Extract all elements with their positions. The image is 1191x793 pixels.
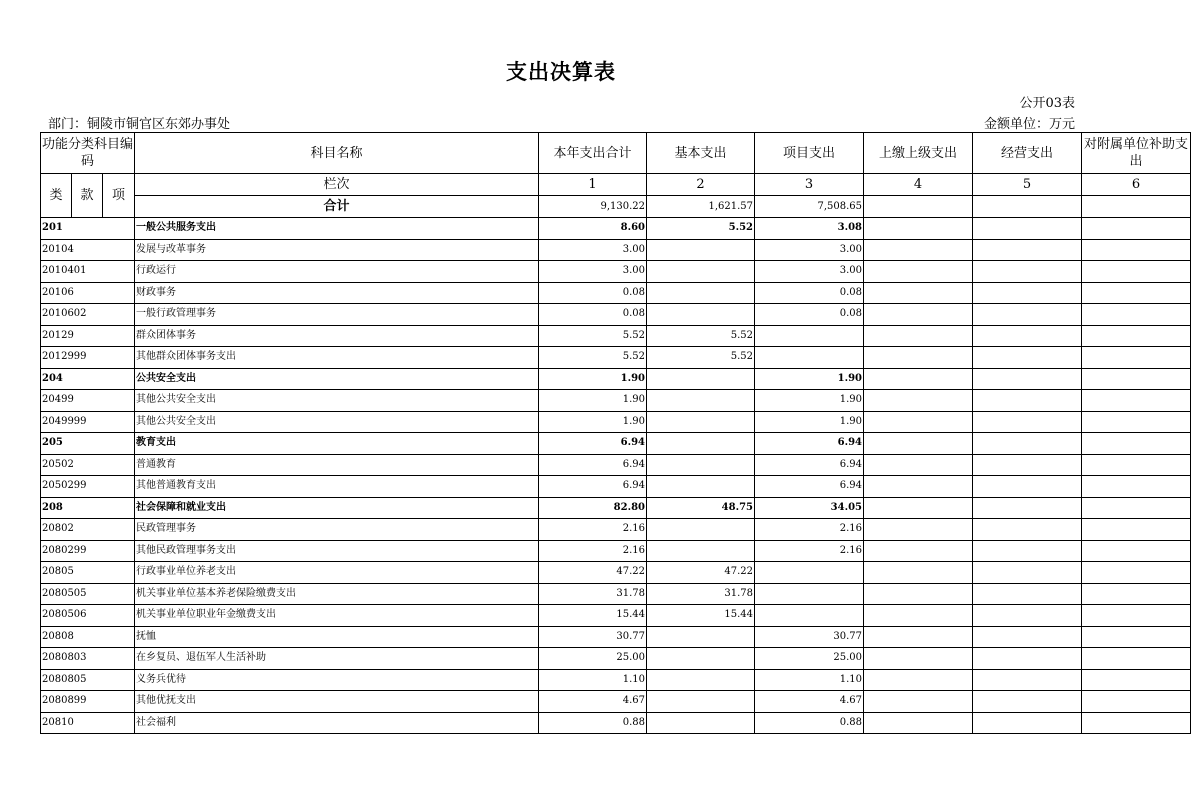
- row-name: 社会保障和就业支出: [135, 497, 539, 519]
- row-value-v4: [864, 540, 973, 562]
- row-value-v3: 6.94: [755, 454, 864, 476]
- header-col-5: 经营支出: [973, 133, 1082, 174]
- row-value-v6: [1082, 239, 1191, 261]
- row-value-v5: [973, 454, 1082, 476]
- row-value-v3: 30.77: [755, 626, 864, 648]
- row-value-v2: [647, 691, 755, 713]
- header-row: [41, 133, 1191, 174]
- total-label: 合计: [135, 196, 539, 218]
- row-value-v3: 6.94: [755, 476, 864, 498]
- row-value-v1: 5.52: [539, 325, 647, 347]
- row-value-v3: 1.10: [755, 669, 864, 691]
- row-name: 群众团体事务: [135, 325, 539, 347]
- row-value-v5: [973, 390, 1082, 412]
- row-value-v5: [973, 368, 1082, 390]
- row-value-v1: 8.60: [539, 218, 647, 240]
- row-value-v6: [1082, 648, 1191, 670]
- row-value-v3: 1.90: [755, 368, 864, 390]
- row-name: 机关事业单位基本养老保险缴费支出: [135, 583, 539, 605]
- row-value-v3: 3.00: [755, 239, 864, 261]
- row-name: 公共安全支出: [135, 368, 539, 390]
- row-value-v4: [864, 325, 973, 347]
- row-name: 机关事业单位职业年金缴费支出: [135, 605, 539, 627]
- row-value-v5: [973, 691, 1082, 713]
- row-value-v2: [647, 712, 755, 734]
- row-code: 2049999: [41, 411, 135, 433]
- row-value-v1: 47.22: [539, 562, 647, 584]
- row-value-v3: 1.90: [755, 390, 864, 412]
- table-row: [41, 540, 1191, 562]
- row-value-v3: 0.08: [755, 304, 864, 326]
- row-value-v5: [973, 282, 1082, 304]
- row-code: 204: [41, 368, 135, 390]
- row-value-v4: [864, 304, 973, 326]
- row-value-v4: [864, 605, 973, 627]
- row-code: 2080506: [41, 605, 135, 627]
- total-v4: [864, 196, 973, 218]
- row-value-v6: [1082, 605, 1191, 627]
- row-value-v2: [647, 433, 755, 455]
- table-row: [41, 669, 1191, 691]
- row-name: 其他优抚支出: [135, 691, 539, 713]
- row-code: 2010602: [41, 304, 135, 326]
- row-name: 一般行政管理事务: [135, 304, 539, 326]
- row-value-v3: 0.88: [755, 712, 864, 734]
- row-value-v6: [1082, 519, 1191, 541]
- row-value-v6: [1082, 476, 1191, 498]
- table-row: [41, 368, 1191, 390]
- row-value-v4: [864, 218, 973, 240]
- department-label: 部门：铜陵市铜官区东郊办事处: [48, 117, 231, 132]
- row-value-v1: 1.90: [539, 390, 647, 412]
- row-code: 205: [41, 433, 135, 455]
- row-code: 201: [41, 218, 135, 240]
- header-code: 功能分类科目编码: [41, 133, 135, 174]
- table-row: [41, 390, 1191, 412]
- row-code: 20129: [41, 325, 135, 347]
- row-value-v5: [973, 626, 1082, 648]
- row-value-v2: 47.22: [647, 562, 755, 584]
- row-value-v1: 30.77: [539, 626, 647, 648]
- col-num-3: 3: [755, 174, 864, 196]
- col-num-2: 2: [647, 174, 755, 196]
- col-num-6: 6: [1082, 174, 1191, 196]
- row-value-v4: [864, 712, 973, 734]
- row-value-v3: 1.90: [755, 411, 864, 433]
- header-col-1: 本年支出合计: [539, 133, 647, 174]
- row-value-v1: 1.90: [539, 368, 647, 390]
- row-value-v3: [755, 605, 864, 627]
- row-value-v4: [864, 239, 973, 261]
- row-value-v5: [973, 669, 1082, 691]
- row-value-v3: 34.05: [755, 497, 864, 519]
- row-value-v2: [647, 368, 755, 390]
- row-value-v6: [1082, 691, 1191, 713]
- row-value-v2: [647, 239, 755, 261]
- row-value-v2: [647, 669, 755, 691]
- table-row: [41, 282, 1191, 304]
- row-value-v1: 6.94: [539, 433, 647, 455]
- form-number: 公开03表: [1019, 96, 1075, 111]
- row-code: 2012999: [41, 347, 135, 369]
- row-name: 其他公共安全支出: [135, 390, 539, 412]
- row-value-v4: [864, 261, 973, 283]
- row-value-v3: 2.16: [755, 540, 864, 562]
- row-value-v6: [1082, 261, 1191, 283]
- row-value-v6: [1082, 583, 1191, 605]
- table-row: [41, 411, 1191, 433]
- table-row: [41, 712, 1191, 734]
- table-row: [41, 261, 1191, 283]
- row-value-v4: [864, 519, 973, 541]
- row-value-v1: 6.94: [539, 476, 647, 498]
- row-name: 民政管理事务: [135, 519, 539, 541]
- row-value-v3: 3.00: [755, 261, 864, 283]
- table-row: [41, 691, 1191, 713]
- row-value-v3: [755, 562, 864, 584]
- row-value-v1: 4.67: [539, 691, 647, 713]
- row-value-v5: [973, 347, 1082, 369]
- row-value-v1: 2.16: [539, 519, 647, 541]
- row-value-v4: [864, 648, 973, 670]
- row-value-v2: [647, 540, 755, 562]
- row-value-v2: [647, 626, 755, 648]
- row-value-v5: [973, 411, 1082, 433]
- row-value-v3: 3.08: [755, 218, 864, 240]
- row-code: 20808: [41, 626, 135, 648]
- row-value-v4: [864, 626, 973, 648]
- table-row: [41, 218, 1191, 240]
- row-value-v4: [864, 454, 973, 476]
- row-value-v5: [973, 261, 1082, 283]
- row-value-v6: [1082, 497, 1191, 519]
- table-row: [41, 433, 1191, 455]
- row-value-v5: [973, 476, 1082, 498]
- row-code: 20810: [41, 712, 135, 734]
- header-col-2: 基本支出: [647, 133, 755, 174]
- row-value-v1: 3.00: [539, 261, 647, 283]
- row-code: 20502: [41, 454, 135, 476]
- table-row: [41, 626, 1191, 648]
- row-name: 其他普通教育支出: [135, 476, 539, 498]
- row-name: 其他群众团体事务支出: [135, 347, 539, 369]
- row-value-v6: [1082, 325, 1191, 347]
- total-v2: 1,621.57: [647, 196, 755, 218]
- row-value-v2: 5.52: [647, 347, 755, 369]
- table-row: [41, 648, 1191, 670]
- row-value-v4: [864, 583, 973, 605]
- row-code: 2080803: [41, 648, 135, 670]
- row-value-v2: [647, 648, 755, 670]
- row-value-v5: [973, 218, 1082, 240]
- row-value-v4: [864, 368, 973, 390]
- row-value-v4: [864, 411, 973, 433]
- row-value-v1: 0.08: [539, 304, 647, 326]
- row-name: 一般公共服务支出: [135, 218, 539, 240]
- row-code: 2050299: [41, 476, 135, 498]
- table-row: [41, 605, 1191, 627]
- row-value-v2: [647, 411, 755, 433]
- row-value-v5: [973, 433, 1082, 455]
- row-value-v1: 5.52: [539, 347, 647, 369]
- row-code: 2080505: [41, 583, 135, 605]
- row-value-v1: 31.78: [539, 583, 647, 605]
- row-name: 发展与改革事务: [135, 239, 539, 261]
- row-name: 义务兵优待: [135, 669, 539, 691]
- row-value-v2: [647, 282, 755, 304]
- row-code: 20805: [41, 562, 135, 584]
- table-row: [41, 325, 1191, 347]
- row-value-v5: [973, 497, 1082, 519]
- row-value-v5: [973, 712, 1082, 734]
- row-value-v2: [647, 304, 755, 326]
- header-kuan: 款: [72, 174, 103, 218]
- row-value-v4: [864, 390, 973, 412]
- row-value-v3: [755, 347, 864, 369]
- row-value-v4: [864, 562, 973, 584]
- row-value-v5: [973, 325, 1082, 347]
- row-value-v3: 4.67: [755, 691, 864, 713]
- total-v5: [973, 196, 1082, 218]
- row-value-v4: [864, 347, 973, 369]
- amount-unit-label: 金额单位：万元: [983, 117, 1075, 132]
- row-value-v6: [1082, 433, 1191, 455]
- col-num-1: 1: [539, 174, 647, 196]
- row-value-v3: 0.08: [755, 282, 864, 304]
- row-value-v2: [647, 476, 755, 498]
- row-value-v6: [1082, 218, 1191, 240]
- row-value-v3: 6.94: [755, 433, 864, 455]
- row-value-v4: [864, 497, 973, 519]
- table-row: [41, 347, 1191, 369]
- row-value-v1: 6.94: [539, 454, 647, 476]
- total-row: [41, 196, 1191, 218]
- row-value-v2: 31.78: [647, 583, 755, 605]
- table-row: [41, 476, 1191, 498]
- row-value-v2: [647, 519, 755, 541]
- row-value-v3: 2.16: [755, 519, 864, 541]
- row-value-v6: [1082, 712, 1191, 734]
- total-v6: [1082, 196, 1191, 218]
- row-value-v2: 15.44: [647, 605, 755, 627]
- row-value-v1: 15.44: [539, 605, 647, 627]
- table-row: [41, 583, 1191, 605]
- row-value-v5: [973, 583, 1082, 605]
- header-col-6: 对附属单位补助支出: [1082, 133, 1191, 174]
- row-value-v4: [864, 282, 973, 304]
- row-value-v1: 25.00: [539, 648, 647, 670]
- row-name: 财政事务: [135, 282, 539, 304]
- table-row: [41, 239, 1191, 261]
- row-name: 其他民政管理事务支出: [135, 540, 539, 562]
- row-value-v6: [1082, 626, 1191, 648]
- expenditure-table: [40, 132, 1191, 734]
- header-xiang: 项: [103, 174, 135, 218]
- row-name: 抚恤: [135, 626, 539, 648]
- header-lanci: 栏次: [135, 174, 539, 196]
- row-value-v6: [1082, 390, 1191, 412]
- row-value-v4: [864, 669, 973, 691]
- row-code: 208: [41, 497, 135, 519]
- row-value-v3: 25.00: [755, 648, 864, 670]
- row-value-v5: [973, 239, 1082, 261]
- row-value-v5: [973, 605, 1082, 627]
- row-name: 教育支出: [135, 433, 539, 455]
- table-row: [41, 454, 1191, 476]
- row-value-v6: [1082, 669, 1191, 691]
- row-value-v6: [1082, 304, 1191, 326]
- row-value-v5: [973, 519, 1082, 541]
- table-row: [41, 497, 1191, 519]
- header-name: 科目名称: [135, 133, 539, 174]
- row-code: 2080299: [41, 540, 135, 562]
- row-value-v5: [973, 540, 1082, 562]
- row-value-v1: 0.08: [539, 282, 647, 304]
- row-code: 2080805: [41, 669, 135, 691]
- row-value-v1: 1.90: [539, 411, 647, 433]
- header-lei: 类: [41, 174, 72, 218]
- row-value-v5: [973, 648, 1082, 670]
- row-value-v6: [1082, 368, 1191, 390]
- header-col-4: 上缴上级支出: [864, 133, 973, 174]
- row-value-v2: [647, 390, 755, 412]
- col-num-5: 5: [973, 174, 1082, 196]
- row-name: 行政运行: [135, 261, 539, 283]
- row-name: 普通教育: [135, 454, 539, 476]
- row-value-v6: [1082, 540, 1191, 562]
- row-value-v3: [755, 325, 864, 347]
- row-value-v3: [755, 583, 864, 605]
- page-title: 支出决算表: [506, 60, 616, 84]
- row-value-v6: [1082, 347, 1191, 369]
- row-value-v1: 0.88: [539, 712, 647, 734]
- total-v1: 9,130.22: [539, 196, 647, 218]
- table-row: [41, 562, 1191, 584]
- row-value-v2: 5.52: [647, 218, 755, 240]
- row-value-v4: [864, 433, 973, 455]
- row-value-v2: 48.75: [647, 497, 755, 519]
- column-number-row: [41, 174, 1191, 196]
- row-value-v4: [864, 691, 973, 713]
- col-num-4: 4: [864, 174, 973, 196]
- table-row: [41, 519, 1191, 541]
- row-name: 社会福利: [135, 712, 539, 734]
- row-value-v5: [973, 562, 1082, 584]
- row-value-v6: [1082, 562, 1191, 584]
- row-value-v6: [1082, 282, 1191, 304]
- row-name: 其他公共安全支出: [135, 411, 539, 433]
- row-value-v1: 1.10: [539, 669, 647, 691]
- row-code: 20104: [41, 239, 135, 261]
- row-code: 20802: [41, 519, 135, 541]
- row-value-v1: 3.00: [539, 239, 647, 261]
- row-code: 2080899: [41, 691, 135, 713]
- row-code: 20106: [41, 282, 135, 304]
- row-code: 20499: [41, 390, 135, 412]
- table-row: [41, 304, 1191, 326]
- row-value-v4: [864, 476, 973, 498]
- row-value-v1: 2.16: [539, 540, 647, 562]
- row-value-v2: 5.52: [647, 325, 755, 347]
- row-value-v6: [1082, 454, 1191, 476]
- row-value-v2: [647, 454, 755, 476]
- row-value-v6: [1082, 411, 1191, 433]
- row-name: 行政事业单位养老支出: [135, 562, 539, 584]
- total-v3: 7,508.65: [755, 196, 864, 218]
- header-col-3: 项目支出: [755, 133, 864, 174]
- row-name: 在乡复员、退伍军人生活补助: [135, 648, 539, 670]
- row-code: 2010401: [41, 261, 135, 283]
- row-value-v2: [647, 261, 755, 283]
- row-value-v5: [973, 304, 1082, 326]
- row-value-v1: 82.80: [539, 497, 647, 519]
